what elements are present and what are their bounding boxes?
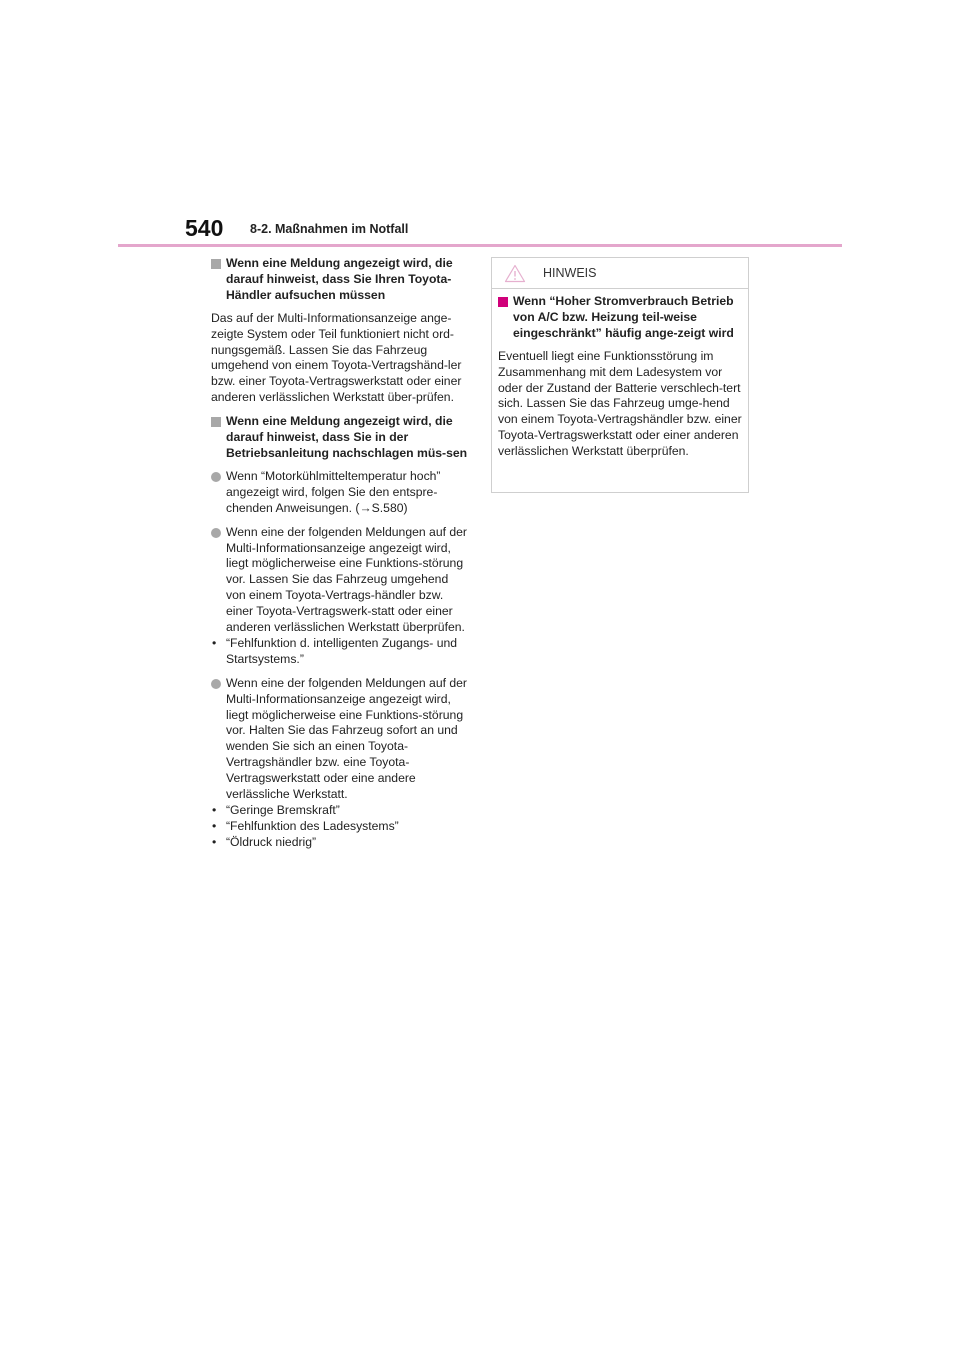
sub-list-check <box>212 635 469 668</box>
bullet-stop-vehicle-text: Wenn eine der folgenden Meldungen auf der Multi-Informationsanzeige angezeigt wird, liegt möglicherweise eine Funktions-störung vor. Halten Sie das Fahrzeug sofort an und wenden Sie sich an einen Toyota-Vertragshändler bzw. eine Toyota-Vertragswerkstatt oder eine andere verlässliche Werkstatt. <box>226 675 467 802</box>
heading-dealer <box>211 256 469 304</box>
sub-list-stop <box>212 803 469 851</box>
list-item <box>211 636 469 668</box>
notice-header <box>492 258 748 289</box>
notice-heading <box>498 294 742 342</box>
bullet-malfunction-check <box>211 525 469 668</box>
notice-heading-text: Wenn “Hoher Stromverbrauch Betrieb von A/C bzw. Heizung teil-weise eingeschränkt” häufig ange-zeigt wird <box>513 294 734 340</box>
notice-paragraph: Eventuell liegt eine Funktionsstörung im Zusammenhang mit dem Ladesystem vor oder der Zustand der Batterie verschlech-tert sich. Lassen Sie das Fahrzeug umge-hend von einem Toyota-Vertragshändler bzw. einer Toyota-Vertragswerkstatt oder einer anderen verlässlichen Werkstatt überprüfen. <box>498 348 742 459</box>
circle-bullet-icon <box>211 472 221 482</box>
header-rule <box>118 244 842 247</box>
square-bullet-icon <box>211 417 221 427</box>
notice-box <box>491 257 749 493</box>
bullet-coolant <box>211 469 469 517</box>
section-title: 8-2. Maßnahmen im Notfall <box>250 222 409 236</box>
paragraph-dealer: Das auf der Multi-Informationsanzeige ange-zeigte System oder Teil funktioniert nicht ord-nungsgemäß. Lassen Sie das Fahrzeug umgehend von einem Toyota-Vertragshänd-ler bzw. einer Toyota-Vertragswerkstatt oder einer anderen verlässlichen Werkstatt über-prüfen. <box>211 310 462 405</box>
left-column <box>211 256 469 859</box>
list-item <box>211 803 469 819</box>
dot-bullet: • <box>212 635 217 650</box>
dot-bullet: • <box>212 803 217 817</box>
warning-triangle-icon <box>504 264 526 283</box>
list-item-text: “Geringe Bremskraft” <box>226 803 340 817</box>
square-bullet-icon <box>498 297 508 307</box>
circle-bullet-icon <box>211 528 221 538</box>
notice-body <box>492 289 748 460</box>
dot-bullet: • <box>212 818 217 833</box>
notice-title: HINWEIS <box>543 266 597 280</box>
list-item-text: “Öldruck niedrig” <box>226 834 317 849</box>
square-bullet-icon <box>211 259 221 269</box>
list-item <box>211 835 469 851</box>
bullet-stop-vehicle <box>211 676 469 851</box>
dot-bullet: • <box>212 834 217 849</box>
page-number: 540 <box>185 215 224 241</box>
heading-dealer-text: Wenn eine Meldung angezeigt wird, die darauf hinweist, dass Sie Ihren Toyota-Händler aufsuchen müssen <box>226 256 453 302</box>
heading-manual-text: Wenn eine Meldung angezeigt wird, die darauf hinweist, dass Sie in der Betriebsanleitung nachschlagen müs-sen <box>226 414 468 460</box>
list-item-text: “Fehlfunktion d. intelligenten Zugangs- und Startsystems.” <box>226 635 458 666</box>
list-item-text: “Fehlfunktion des Ladesystems” <box>226 818 399 833</box>
bullet-coolant-text: Wenn “Motorkühlmitteltemperatur hoch” angezeigt wird, folgen Sie den entspre-chenden Anweisungen. (→S.580) <box>226 468 441 515</box>
bullet-malfunction-check-text: Wenn eine der folgenden Meldungen auf der Multi-Informationsanzeige angezeigt wird, liegt möglicherweise eine Funktions-störung vor. Lassen Sie das Fahrzeug umgehend von einem Toyota-Vertrags-händler bzw. einer Toyota-Vertragswerk-statt oder einer anderen verlässlichen Werkstatt überprüfen. <box>226 524 467 635</box>
circle-bullet-icon <box>211 679 221 689</box>
list-item <box>211 819 469 835</box>
heading-manual <box>211 414 469 462</box>
